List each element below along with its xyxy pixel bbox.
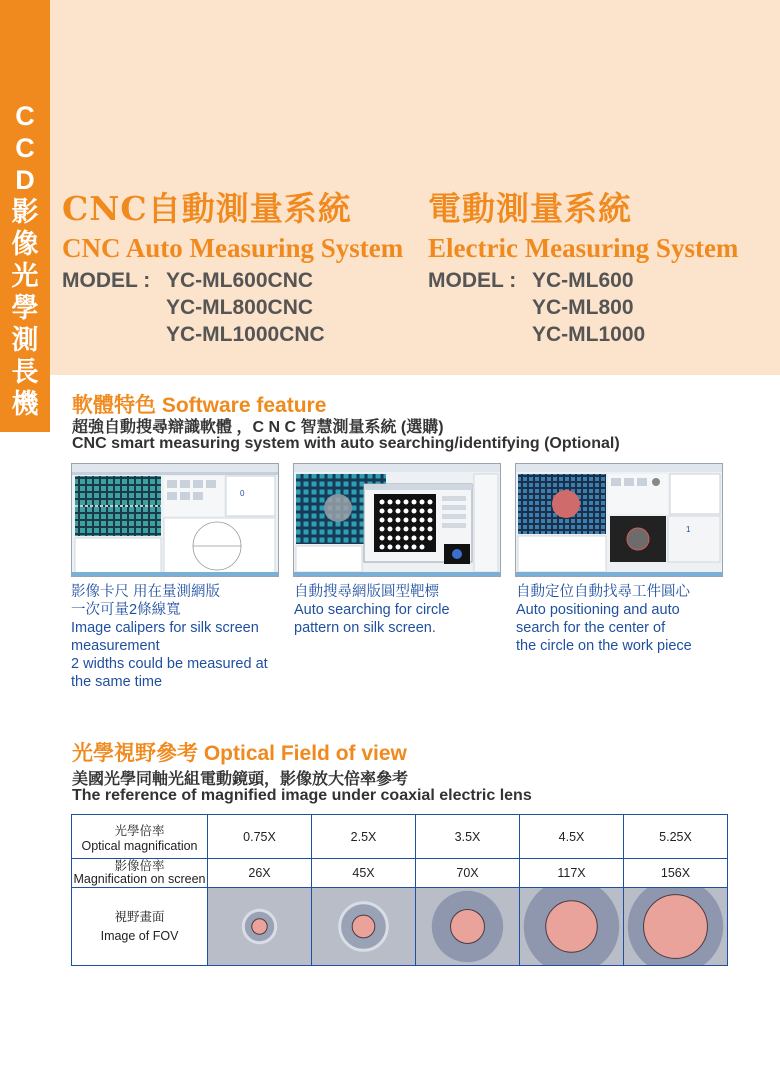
side-char: 影 [11,197,39,227]
software-sub-cn: 超強自動搜尋辯識軟體 ，C N C 智慧測量系統 (選購) [72,419,444,436]
software-sub-en: CNC smart measuring system with auto searching/identifying (Optional) [72,435,620,452]
model-item: YC-ML1000CNC [166,323,325,346]
optical-mag-cell: 5.25X [624,815,728,859]
side-title [0,0,50,432]
side-char: 測 [11,325,39,355]
model-label: MODEL : [428,269,517,292]
fov-table [71,814,728,966]
fov-pad-circle [644,895,708,959]
product-title-cn: CNC自動測量系統 [62,189,352,228]
software-screenshot-auto-center [515,463,723,577]
side-char: C [15,133,35,163]
fov-pad-circle [546,901,598,953]
product-title-en: CNC Auto Measuring System [62,233,404,263]
model-list [62,267,403,348]
fov-pad-circle [451,910,485,944]
model-item: YC-ML800CNC [166,296,314,319]
caption-line: the circle on the work piece [516,638,692,654]
screen-value: 1 [686,525,691,534]
software-heading: 軟體特色 Software feature [72,394,327,417]
side-char: 機 [11,389,39,419]
table-row [72,888,728,966]
table-row [72,859,728,888]
fov-image-cell [208,888,312,966]
screen-mag-cell: 26X [208,859,312,888]
fov-image-cell [416,888,520,966]
fov-image-cell [312,888,416,966]
side-char: 像 [11,229,39,259]
model-list [428,267,738,348]
caption-line: 2 widths could be measured at [71,656,268,672]
side-char: 長 [11,357,39,387]
screen-mag-cell: 70X [416,859,520,888]
caption-line: measurement [71,638,160,654]
fov-heading: 光學視野參考 Optical Field of view [72,742,407,765]
optical-mag-cell: 0.75X [208,815,312,859]
caption-line: Image calipers for silk screen [71,620,259,636]
row-header-optical: 光學倍率 Optical magnification [72,815,208,859]
fov-image-cell [520,888,624,966]
product-cnc [62,190,403,348]
model-item: YC-ML1000 [532,323,646,346]
product-title-en: Electric Measuring System [428,233,739,263]
caption-calipers [71,583,268,691]
optical-mag-cell: 4.5X [520,815,624,859]
fov-pad-circle [352,915,375,938]
caption-line: the same time [71,674,163,690]
side-char: 學 [11,293,39,323]
side-char: C [15,101,35,131]
fov-pad-circle [252,919,267,934]
screen-value: 0 [240,489,245,498]
screen-mag-cell: 117X [520,859,624,888]
optical-mag-cell: 2.5X [312,815,416,859]
caption-line: Auto searching for circle [294,602,450,618]
table-row [72,815,728,859]
model-label: MODEL : [62,269,151,292]
fov-sub-en: The reference of magnified image under coaxial electric lens [72,787,532,804]
side-char: 光 [11,261,39,291]
software-screenshot-circle-search [293,463,501,577]
caption-line: 影像卡尺 用在量測網版 [71,584,221,600]
caption-line: pattern on silk screen. [294,620,436,636]
side-char: D [15,165,35,195]
model-item: YC-ML600CNC [166,269,314,292]
row-header-screen: 影像倍率 Magnification on screen [73,859,206,886]
caption-circle-search [294,583,450,637]
screen-mag-cell: 45X [312,859,416,888]
caption-line: Auto positioning and auto [516,602,680,618]
caption-auto-center [516,583,692,655]
model-item: YC-ML600 [532,269,634,292]
software-screenshot-calipers [71,463,279,577]
fov-image-cell [624,888,728,966]
caption-line: 自動搜尋網版圓型靶標 [294,584,439,600]
fov-sub-cn: 美國光學同軸光組電動鏡頭，影像放大倍率參考 [72,771,409,788]
screen-mag-cell: 156X [624,859,728,888]
caption-line: 一次可量2條線寬 [71,602,181,618]
model-item: YC-ML800 [532,296,634,319]
product-electric [428,190,738,348]
caption-line: 自動定位自動找尋工件圓心 [516,584,690,600]
caption-line: search for the center of [516,620,666,636]
product-title-cn: 電動測量系統 [428,189,632,228]
optical-mag-cell: 3.5X [416,815,520,859]
row-header-fov: 視野畫面 Image of FOV [72,888,208,966]
